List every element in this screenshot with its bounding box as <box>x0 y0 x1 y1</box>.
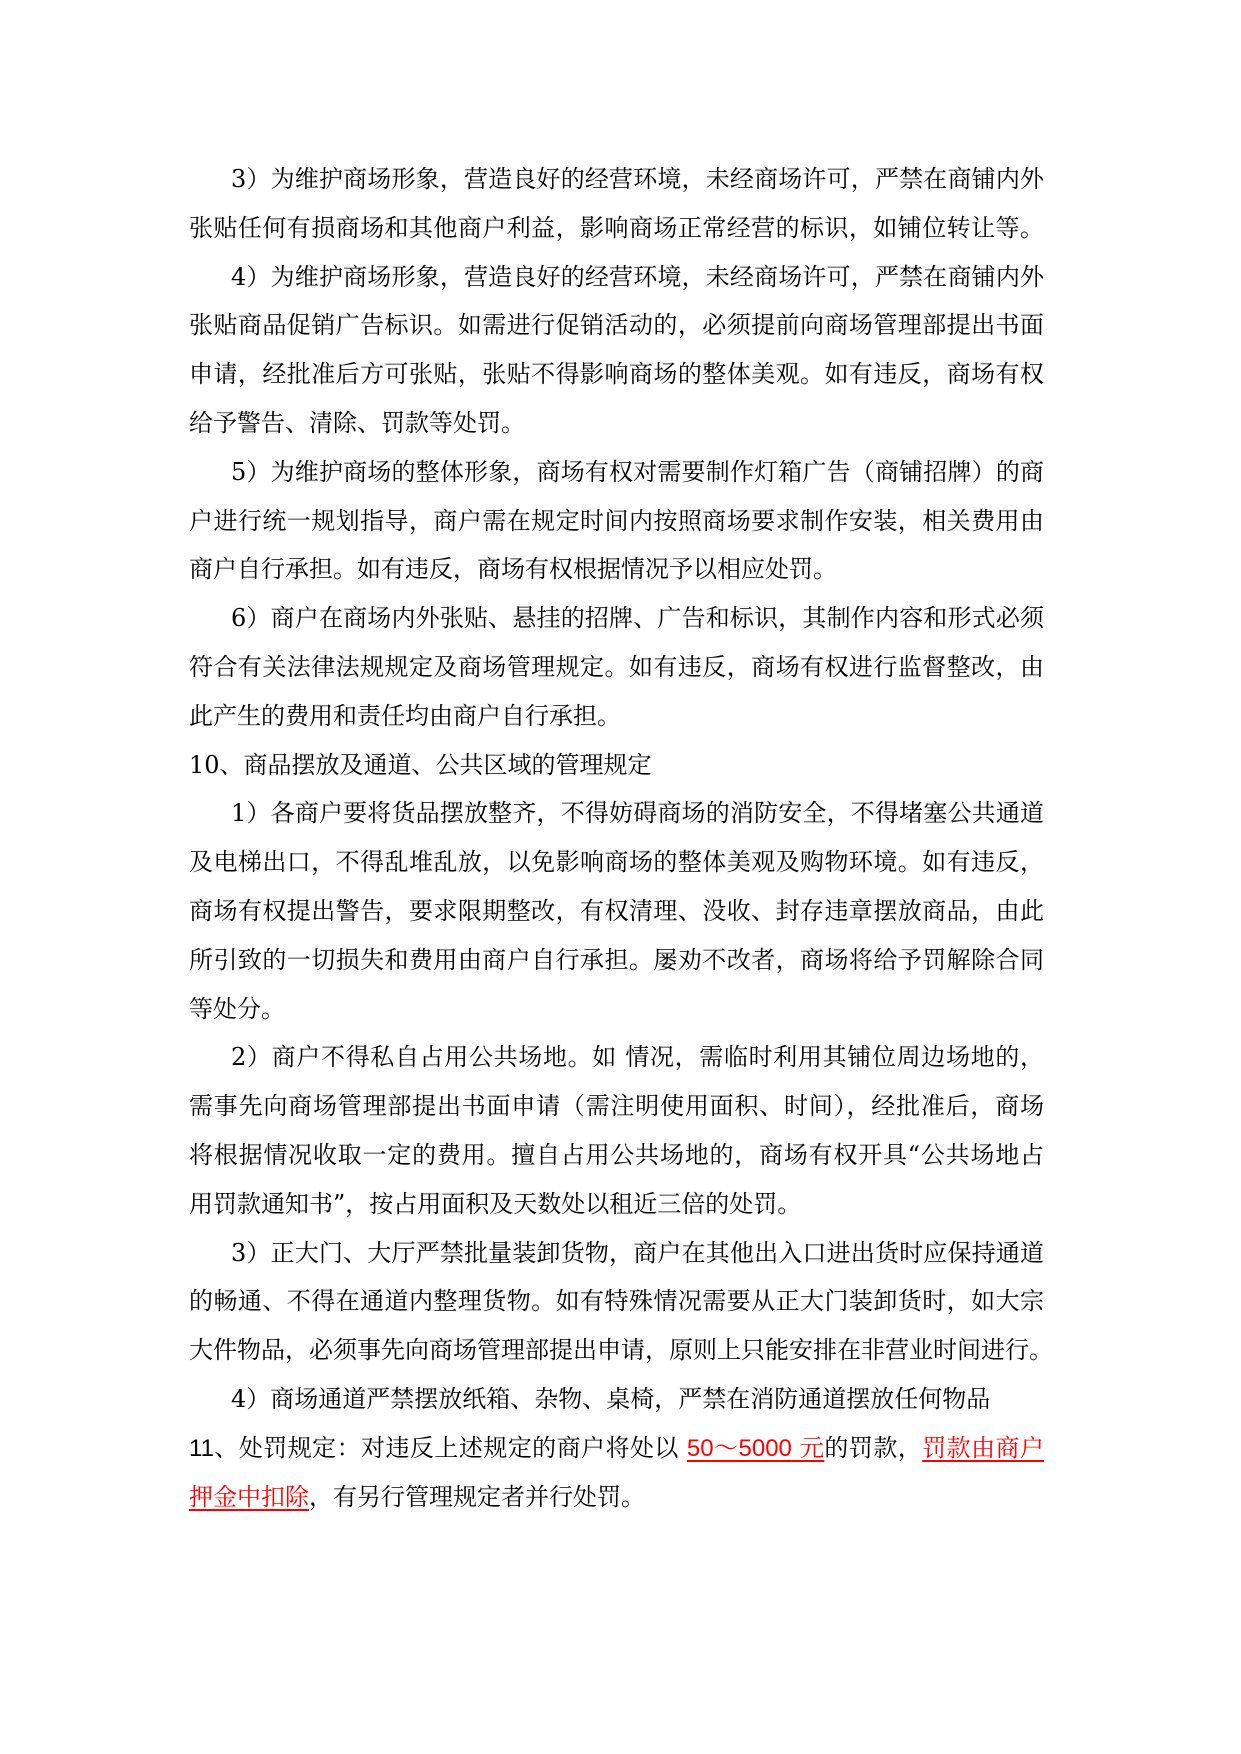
section-10-heading: 10、商品摆放及通道、公共区域的管理规定 <box>189 750 652 779</box>
section-10-item-2-line-4: 用罚款通知书”，按占用面积及天数处以租近三倍的处罚。 <box>189 1189 802 1218</box>
section-11-penalty-line-2 <box>189 1473 1044 1522</box>
penalty-amount-number: 50～5000 <box>686 1434 792 1462</box>
section-11-penalty-line-1 <box>189 1424 1044 1473</box>
clause-3-line-1: 3）为维护商场形象，营造良好的经营环境，未经商场许可，严禁在商铺内外 <box>231 165 1044 193</box>
penalty-deduction-part1: 罚款由商户 <box>922 1433 1045 1462</box>
penalty-prefix: 、处罚规定：对违反上述规定的商户将处以 <box>213 1433 687 1462</box>
section-10-item-4-line-1: 4）商场通道严禁摆放纸箱、杂物、桌椅，严禁在消防通道摆放任何物品 <box>231 1384 991 1413</box>
section-10-item-3-line-3: 大件物品，必须事先向商场管理部提出申请，原则上只能安排在非营业时间进行。 <box>189 1336 1053 1365</box>
section-10-item-1-line-5: 等处分。 <box>189 994 285 1023</box>
clause-6-line-3: 此产生的费用和责任均由商户自行承担。 <box>189 701 621 730</box>
section-10-item-1-line-3: 商场有权提出警告，要求限期整改，有权清理、没收、封存违章摆放商品，由此 <box>189 896 1044 925</box>
section-10-item-2-line-2: 需事先向商场管理部提出书面申请（需注明使用面积、时间），经批准后，商场 <box>189 1092 1044 1121</box>
section-10-item-3-line-1: 3）正大门、大厅严禁批量装卸货物，商户在其他出入口进出货时应保持通道 <box>231 1238 1044 1267</box>
penalty-middle: 的罚款， <box>824 1433 923 1462</box>
section-10-item-1-line-4: 所引致的一切损失和费用由商户自行承担。屡劝不改者，商场将给予罚解除合同 <box>189 945 1044 974</box>
penalty-amount <box>687 1434 825 1462</box>
clause-5-line-1: 5）为维护商场的整体形象，商场有权对需要制作灯箱广告（商铺招牌）的商 <box>231 457 1044 486</box>
section-11-number: 11 <box>189 1434 214 1462</box>
clause-4-line-4: 给予警告、清除、罚款等处罚。 <box>189 408 525 437</box>
clause-4-line-2: 张贴商品促销广告标识。如需进行促销活动的，必须提前向商场管理部提出书面 <box>189 311 1044 340</box>
clause-6-line-2: 符合有关法律法规规定及商场管理规定。如有违反，商场有权进行监督整改，由 <box>189 652 1044 681</box>
regulation-text <box>189 155 1053 1521</box>
clause-4-line-3: 申请，经批准后方可张贴，张贴不得影响商场的整体美观。如有违反，商场有权 <box>189 360 1044 389</box>
penalty-amount-unit: 元 <box>791 1433 825 1462</box>
clause-5-line-2: 户进行统一规划指导，商户需在规定时间内按照商场要求制作安装，相关费用由 <box>189 506 1044 535</box>
clause-5-line-3: 商户自行承担。如有违反，商场有权根据情况予以相应处罚。 <box>189 555 837 584</box>
section-10-item-1-line-1: 1）各商户要将货品摆放整齐，不得妨碍商场的消防安全，不得堵塞公共通道 <box>231 799 1044 828</box>
clause-3-line-2: 张贴任何有损商场和其他商户利益，影响商场正常经营的标识，如铺位转让等。 <box>189 213 1044 242</box>
clause-4-line-1: 4）为维护商场形象，营造良好的经营环境，未经商场许可，严禁在商铺内外 <box>231 262 1044 291</box>
section-10-item-1-line-2: 及电梯出口，不得乱堆乱放，以免影响商场的整体美观及购物环境。如有违反， <box>189 848 1044 877</box>
section-10-item-2-line-1: 2）商户不得私自占用公共场地。如 情况，需临时利用其铺位周边场地的， <box>231 1043 1044 1072</box>
section-10-item-3-line-2: 的畅通、不得在通道内整理货物。如有特殊情况需要从正大门装卸货时，如大宗 <box>189 1287 1044 1316</box>
clause-6-line-1: 6）商户在商场内外张贴、悬挂的招牌、广告和标识，其制作内容和形式必须 <box>231 604 1044 633</box>
section-10-item-2-line-3: 将根据情况收取一定的费用。擅自占用公共场地的，商场有权开具“公共场地占 <box>189 1140 1044 1169</box>
penalty-deduction-part2: 押金中扣除 <box>189 1482 309 1511</box>
penalty-suffix: ，有另行管理规定者并行处罚。 <box>309 1482 645 1511</box>
